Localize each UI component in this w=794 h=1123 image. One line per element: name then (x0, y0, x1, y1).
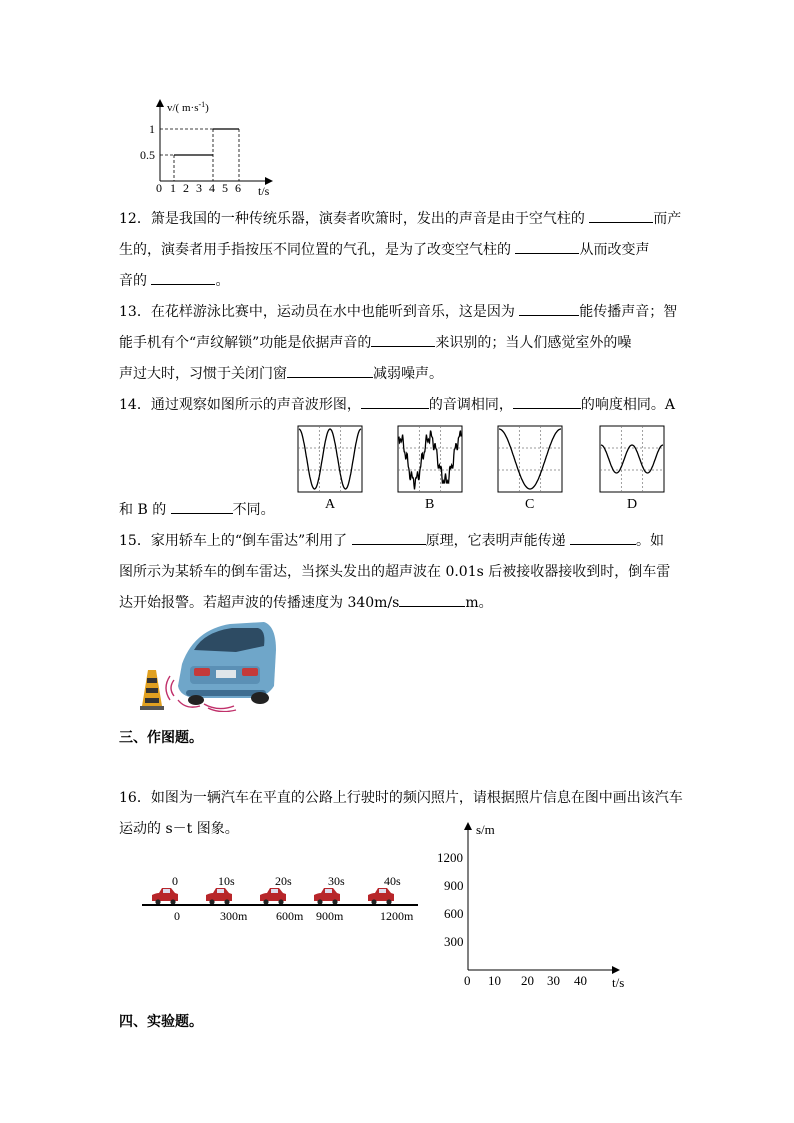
q12-blank-1[interactable] (589, 208, 653, 223)
q16-line-1: 16．如图为一辆汽车在平直的公路上行驶时的频闪照片，请根据照片信息在图中画出该汽车 (119, 790, 683, 806)
section-heading-3: 三、作图题。 (119, 730, 203, 746)
q12-blank-2[interactable] (515, 239, 579, 254)
q13-line-1: 13．在花样游泳比赛中，运动员在水中也能听到音乐，这是因为 能传播声音；智 (119, 301, 677, 321)
waveform-label: A (325, 497, 336, 512)
q13-line-3: 声过大时，习惯于关闭门窗 减弱噪声。 (119, 363, 443, 383)
st-x-tick: 10 (488, 973, 501, 988)
q14-line-1: 14．通过观察如图所示的声音波形图， 的音调相同， 的响度相同。A (119, 394, 675, 414)
strobe-car-icon (152, 888, 178, 905)
q14-line-2: 和 B 的 不同。 (119, 499, 275, 519)
st-y-label: s/m (476, 822, 495, 837)
q15-line-2: 图所示为某轿车的倒车雷达，当探头发出的超声波在 0.01s 后被接收器接收到时，倒车雷 (119, 564, 671, 580)
q13-line-2: 能手机有个“声纹解锁”功能是依据声音的 来识别的；当人们感觉室外的噪 (119, 332, 631, 352)
q12-line-2: 生的，演奏者用手指按压不同位置的气孔，是为了改变空气柱的 从而改变声 (119, 239, 649, 259)
st-y-tick: 900 (444, 878, 464, 893)
car-icon (178, 622, 276, 705)
vt-y-label: v/( $m\cdot s^{-1}$) (167, 100, 209, 114)
st-x-tick: 40 (574, 973, 587, 988)
strobe-distance-label: 0 (174, 909, 180, 923)
vt-y-tick-0.5: 0.5 (140, 148, 155, 162)
q13-blank-1[interactable] (519, 301, 579, 316)
traffic-cone-icon (140, 670, 164, 710)
waveform-panel-D (600, 426, 664, 512)
waveform-panel-C (498, 426, 562, 512)
q13-blank-3[interactable] (287, 363, 373, 378)
section-heading-4: 四、实验题。 (119, 1014, 203, 1030)
strobe-time-label: 10s (218, 874, 235, 888)
q14-blank-3[interactable] (171, 499, 233, 514)
waveform-figure (294, 424, 674, 516)
q15-blank-3[interactable] (399, 592, 465, 607)
q14-blank-1[interactable] (361, 394, 429, 409)
waveform-label: B (425, 497, 435, 512)
st-x-tick: 20 (521, 973, 534, 988)
strobe-car-icon (260, 888, 286, 905)
strobe-distance-label: 300m (220, 909, 248, 923)
strobe-distance-label: 900m (316, 909, 344, 923)
vt-x-tick: 1 (170, 181, 176, 195)
q14-blank-2[interactable] (513, 394, 581, 409)
strobe-distance-label: 600m (276, 909, 304, 923)
waveform-panel-B (398, 426, 462, 512)
st-y-tick: 600 (444, 906, 464, 921)
q12-line-1: 12．箫是我国的一种传统乐器，演奏者吹箫时，发出的声音是由于空气柱的 而产 (119, 208, 681, 228)
strobe-photo-figure (140, 868, 430, 928)
reversing-radar-illustration (134, 620, 280, 712)
strobe-car-icon (314, 888, 340, 905)
strobe-time-label: 0 (172, 874, 178, 888)
strobe-time-label: 40s (384, 874, 401, 888)
q13-blank-2[interactable] (371, 332, 435, 347)
q12-blank-3[interactable] (151, 270, 215, 285)
q15-blank-1[interactable] (352, 530, 426, 545)
vt-x-tick: 5 (222, 181, 228, 195)
vt-x-tick: 4 (209, 181, 215, 195)
vt-x-tick: 3 (196, 181, 202, 195)
vt-x-tick: 0 (156, 181, 162, 195)
st-x-tick: 30 (547, 973, 560, 988)
st-x-tick: 0 (464, 973, 471, 988)
q15-line-1: 15．家用轿车上的“倒车雷达”利用了 原理，它表明声能传递 。如 (119, 530, 664, 550)
st-y-tick: 300 (444, 934, 464, 949)
q16-line-2: 运动的 s－t 图象。 (119, 821, 239, 837)
vt-x-tick: 6 (235, 181, 241, 195)
strobe-distance-label: 1200m (380, 909, 414, 923)
vt-x-tick: 2 (183, 181, 189, 195)
q15-line-3: 达开始报警。若超声波的传播速度为 340m/s m。 (119, 592, 493, 612)
vt-y-tick-1: 1 (149, 122, 155, 136)
waveform-label: C (525, 497, 535, 512)
strobe-car-icon (368, 888, 394, 905)
waveform-panel-A (298, 426, 362, 512)
strobe-car-icon (206, 888, 232, 905)
st-y-tick: 1200 (437, 850, 463, 865)
st-graph (432, 818, 642, 996)
vt-x-label: t/s (258, 184, 270, 198)
strobe-time-label: 30s (328, 874, 345, 888)
q12-line-3: 音的 。 (119, 270, 229, 290)
waveform-label: D (627, 497, 638, 512)
q15-blank-2[interactable] (570, 530, 636, 545)
vt-graph (135, 95, 285, 200)
strobe-time-label: 20s (275, 874, 292, 888)
st-x-label: t/s (612, 975, 625, 990)
